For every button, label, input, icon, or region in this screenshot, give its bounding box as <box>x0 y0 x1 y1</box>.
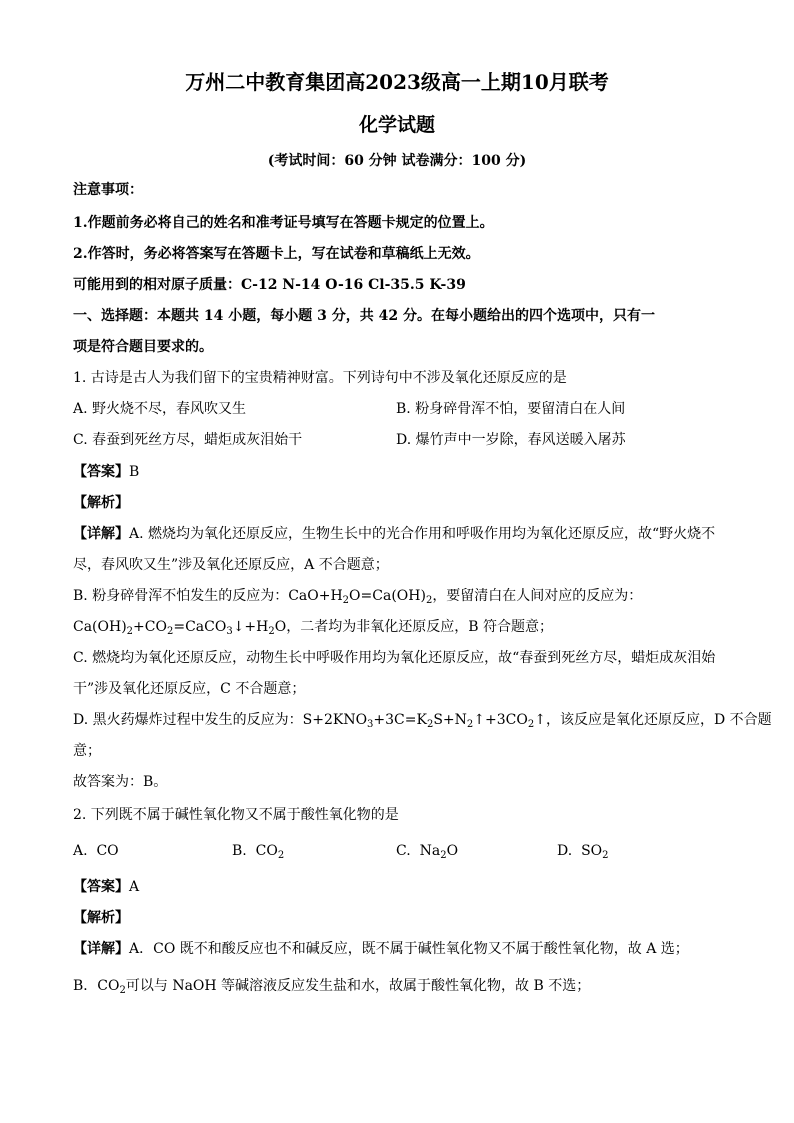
q2-option-b <box>232 841 284 861</box>
exam-subject: 化学试题 <box>358 114 435 136</box>
subscript: 2 <box>527 719 535 730</box>
q1-detail-c-2: 干”涉及氧化还原反应，C 不合题意； <box>73 681 306 697</box>
q2-option-c <box>396 841 458 861</box>
formula: CO <box>97 978 120 994</box>
atomic-mass-line: 可能用到的相对原子质量：C-12 N-14 O-16 Cl-35.5 K-39 <box>73 277 466 293</box>
q2-option-a <box>73 841 119 861</box>
subscript: 3 <box>367 719 374 730</box>
formula: SO <box>581 843 603 859</box>
q1-answer <box>73 462 139 482</box>
subscript: 2 <box>602 850 609 861</box>
formula: Na <box>419 843 441 859</box>
detail-text: A. 燃烧均为氧化还原反应，生物生长中的光合作用和呼吸作用均为氧化还原反应，故“野火烧不 <box>129 526 716 542</box>
section-1-line-2: 项是符合题目要求的。 <box>73 339 213 355</box>
q2-analysis-tag: 【解析】 <box>73 910 129 926</box>
q1-detail-a-2: 尽，春风吹又生”涉及氧化还原反应，A 不合题意； <box>73 557 389 573</box>
exam-title: 万州二中教育集团高2023级高一上期10月联考 <box>185 70 609 94</box>
exam-info: (考试时间：60 分钟 试卷满分：100 分) <box>267 153 527 169</box>
notes-heading: 注意事项： <box>73 182 143 198</box>
q1-analysis-tag: 【解析】 <box>73 495 129 511</box>
text: O=Ca(OH) <box>349 588 426 604</box>
answer-tag: 【答案】 <box>73 464 129 480</box>
formula: CO <box>255 843 278 859</box>
subscript: 3 <box>226 626 233 637</box>
option-label: D. <box>557 843 573 859</box>
text: B. 粉身碎骨浑不怕发生的反应为：CaO+H <box>73 588 343 604</box>
subscript: 2 <box>466 719 474 730</box>
text: Ca(OH) <box>73 619 127 635</box>
q1-option-c: C. 春蚕到死丝方尽，蜡炬成灰泪始干 <box>73 432 303 448</box>
subscript: 2 <box>166 626 174 637</box>
text: ↑，该反应是氧化还原反应，D 不合题 <box>534 712 772 728</box>
text: O，二者均为非氧化还原反应，B 符合题意； <box>274 619 553 635</box>
text: ↓+H <box>232 619 269 635</box>
q2-answer <box>73 877 139 897</box>
subscript: 2 <box>342 595 350 606</box>
q1-stem: 1. 古诗是古人为我们留下的宝贵精神财富。下列诗句中不涉及氧化还原反应的是 <box>73 370 567 386</box>
text: S+N <box>433 712 467 728</box>
answer-value: B <box>129 464 140 480</box>
subscript: 2 <box>126 626 134 637</box>
notes-item-2: 2.作答时，务必将答案写在答题卡上，写在试卷和草稿纸上无效。 <box>73 246 480 262</box>
text: ，要留清白在人间对应的反应为： <box>432 588 643 604</box>
formula: CO <box>96 843 119 859</box>
q1-detail-a-1 <box>73 524 715 544</box>
q2-detail-a <box>73 939 689 959</box>
answer-value: A <box>129 879 140 895</box>
q1-option-b: B. 粉身碎骨浑不怕，要留清白在人间 <box>396 401 626 417</box>
formula: O <box>446 843 459 859</box>
option-label: B. <box>232 843 247 859</box>
section-1-line-1: 一、选择题：本题共 14 小题，每小题 3 分，共 42 分。在每小题给出的四个选项中，只有一 <box>73 308 655 324</box>
option-label: A. <box>73 843 88 859</box>
detail-text: A．CO 既不和酸反应也不和碱反应，既不属于碱性氧化物又不属于酸性氧化物，故 A 选； <box>129 941 689 957</box>
text: ↑+3CO <box>473 712 528 728</box>
text: +3C=K <box>373 712 427 728</box>
q1-detail-d-2: 意； <box>73 743 101 759</box>
q1-option-d: D. 爆竹声中一岁除，春风送暖入屠苏 <box>396 432 626 448</box>
option-label: C. <box>396 843 411 859</box>
q1-conclusion: 故答案为：B。 <box>73 774 168 790</box>
q1-detail-b-2 <box>73 617 553 637</box>
q1-option-a: A. 野火烧不尽，春风吹又生 <box>73 401 247 417</box>
detail-tag: 【详解】 <box>73 526 129 542</box>
q1-detail-d-1 <box>73 710 772 730</box>
q1-detail-b-1 <box>73 586 642 606</box>
notes-item-1: 1.作题前务必将自己的姓名和准考证号填写在答题卡规定的位置上。 <box>73 215 494 231</box>
subscript: 2 <box>426 719 434 730</box>
text: +CO <box>133 619 167 635</box>
q1-detail-c-1: C. 燃烧均为氧化还原反应，动物生长中呼吸作用均为氧化还原反应，故“春蚕到死丝方尽，蜡炬成灰泪始 <box>73 650 716 666</box>
subscript: 2 <box>425 595 433 606</box>
answer-tag: 【答案】 <box>73 879 129 895</box>
text: =CaCO <box>173 619 227 635</box>
q2-stem: 2. 下列既不属于碱性氧化物又不属于酸性氧化物的是 <box>73 807 399 823</box>
q2-option-d <box>557 841 609 861</box>
detail-tag: 【详解】 <box>73 941 129 957</box>
subscript: 2 <box>119 985 126 996</box>
subscript: 2 <box>277 850 285 861</box>
text: B． <box>73 978 98 994</box>
text: D. 黑火药爆炸过程中发生的反应为：S+2KNO <box>73 712 368 728</box>
q2-detail-b <box>73 976 590 996</box>
text: 可以与 NaOH 等碱溶液反应发生盐和水，故属于酸性氧化物，故 B 不选； <box>125 978 591 994</box>
subscript: 2 <box>440 850 447 861</box>
subscript: 2 <box>268 626 275 637</box>
